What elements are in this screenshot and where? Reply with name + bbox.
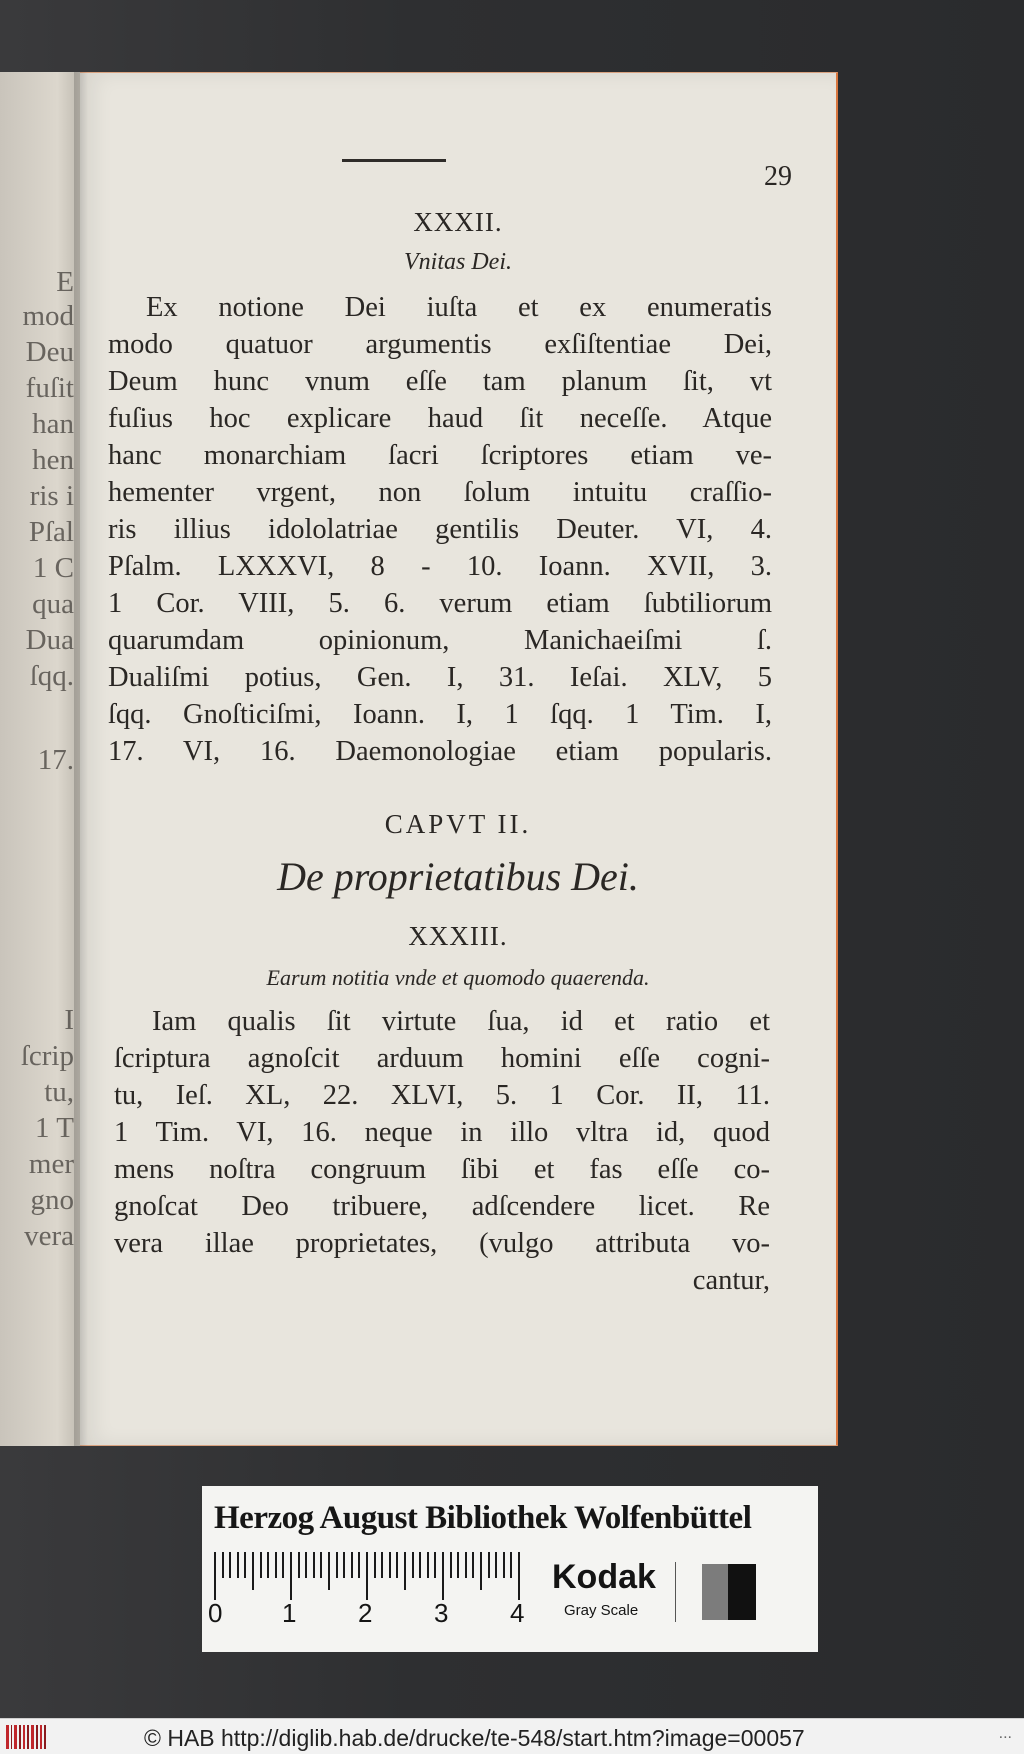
prev-page-fragment: Dua: [25, 624, 74, 656]
text-line: gnoſcat Deo tribuere, adſcendere licet. Re: [114, 1191, 770, 1222]
catchword: cantur,: [692, 1265, 770, 1296]
ruler-tick: [343, 1552, 345, 1578]
target-divider: [675, 1562, 676, 1622]
ruler-tick: [518, 1552, 520, 1600]
section-number: XXXII.: [413, 207, 503, 237]
ruler-tick: [320, 1552, 322, 1578]
text-line: tu, Ieſ. XL, 22. XLVI, 5. 1 Cor. II, 11.: [114, 1080, 770, 1111]
section-body: [114, 1003, 770, 1299]
ruler-tick: [396, 1552, 398, 1578]
ruler-tick: [214, 1552, 216, 1600]
ruler-tick: [495, 1552, 497, 1578]
text-line: 1 Tim. VI, 16. neque in illo vltra id, quod: [114, 1117, 770, 1148]
kodak-logo-text: Kodak: [552, 1558, 656, 1596]
prev-page-fragment: Pſal: [28, 516, 74, 548]
prev-page-fragment: ſcrip: [20, 1040, 74, 1072]
ruler-tick: [229, 1552, 231, 1578]
ruler-tick: [442, 1552, 444, 1600]
text-line: Iam qualis ſit virtute ſua, id et ratio et: [152, 1006, 770, 1037]
ruler-tick: [305, 1552, 307, 1578]
prev-page-fragment: qua: [32, 588, 74, 620]
ruler-tick: [222, 1552, 224, 1578]
ruler-tick: [389, 1552, 391, 1578]
prev-page-fragment: ris i: [29, 480, 74, 512]
section-body: [108, 289, 772, 770]
ruler-tick: [336, 1552, 338, 1578]
prev-page-fragment: 1 T: [35, 1112, 74, 1144]
ruler-tick: [419, 1552, 421, 1578]
prev-page-fragment: vera: [24, 1220, 74, 1252]
ruler-tick: [465, 1552, 467, 1578]
text-line: Pſalm. LXXXVI, 8 - 10. Ioann. XVII, 3.: [108, 551, 772, 582]
text-line: quarumdam opinionum, Manichaeiſmi ſ.: [108, 625, 772, 656]
text-line: Dualiſmi potius, Gen. I, 31. Ieſai. XLV, 5: [108, 662, 772, 693]
chapter-label: CAPVT II.: [384, 809, 532, 839]
ruler-number: 0: [208, 1598, 223, 1628]
ruler-tick: [298, 1552, 300, 1578]
prev-page-fragment: 17.: [37, 744, 74, 776]
prev-page-fragment: hen: [32, 444, 74, 476]
text-line: 1 Cor. VIII, 5. 6. verum etiam ſubtiliorum: [108, 588, 772, 619]
book-page: [80, 72, 838, 1446]
more-options[interactable]: ...: [998, 1725, 1012, 1742]
page-number: 29: [764, 161, 792, 192]
prev-page-fragment: Deu: [25, 336, 74, 368]
ruler-tick: [412, 1552, 414, 1578]
ruler-tick: [275, 1552, 277, 1578]
ruler-tick: [366, 1552, 368, 1600]
section-title: Earum notitia vnde et quomodo quaerenda.: [266, 965, 650, 990]
gutter-shadow: [74, 72, 88, 1446]
text-line: ſcriptura agnoſcit arduum homini eſſe cogni-: [114, 1043, 770, 1074]
copyright-url[interactable]: © HAB http://diglib.hab.de/drucke/te-548/start.htm?image=00057: [144, 1725, 805, 1751]
ruler-tick: [404, 1552, 406, 1590]
ruler-number: 4: [510, 1598, 525, 1628]
section-title: Vnitas Dei.: [404, 249, 512, 275]
text-line: ris illius idololatriae gentilis Deuter. VI, 4.: [108, 514, 772, 545]
text-line: fuſius hoc explicare haud ſit neceſſe. Atque: [108, 403, 772, 434]
ruler-tick: [480, 1552, 482, 1590]
ruler-tick: [434, 1552, 436, 1578]
prev-page-fragment: tu,: [44, 1076, 74, 1108]
ruler-tick: [282, 1552, 284, 1578]
prev-page-fragment: mer: [28, 1148, 74, 1180]
ruler-numbers: [208, 1598, 538, 1630]
prev-page-fragment: gno: [30, 1184, 74, 1216]
ruler-tick: [267, 1552, 269, 1578]
institution-name: Herzog August Bibliothek Wolfenbüttel: [214, 1500, 752, 1536]
ruler-tick: [244, 1552, 246, 1578]
gray-scale-label: Gray Scale: [564, 1602, 639, 1619]
ruler-tick: [427, 1552, 429, 1578]
black-patch: [728, 1564, 756, 1620]
section-number: XXXIII.: [408, 921, 508, 951]
prev-page-fragment: han: [32, 408, 74, 440]
ruler-tick: [290, 1552, 292, 1600]
ruler-tick: [328, 1552, 330, 1590]
prev-page-fragment: I: [64, 1004, 74, 1036]
ruler-tick: [488, 1552, 490, 1578]
prev-page-fragment: fuſit: [25, 372, 74, 404]
ruler-scale: [214, 1552, 524, 1602]
text-line: hementer vrgent, non ſolum intuitu craſſio-: [108, 477, 772, 508]
ruler-tick: [472, 1552, 474, 1578]
ruler-number: 1: [282, 1598, 297, 1628]
prev-page-fragment: mod: [22, 300, 74, 332]
text-line: hanc monarchiam ſacri ſcriptores etiam ve-: [108, 440, 772, 471]
ruler-tick: [358, 1552, 360, 1578]
chapter-title: De proprietatibus Dei.: [277, 854, 639, 899]
ruler-tick: [457, 1552, 459, 1578]
ruler-tick: [237, 1552, 239, 1578]
ruler-tick: [503, 1552, 505, 1578]
text-line: mens noſtra congruum ſibi et fas eſſe co-: [114, 1154, 770, 1185]
text-line: Deum hunc vnum eſſe tam planum ſit, vt: [108, 366, 772, 397]
ruler-tick: [450, 1552, 452, 1578]
ruler-number: 2: [358, 1598, 373, 1628]
ruler-tick: [313, 1552, 315, 1578]
text-line: 17. VI, 16. Daemonologiae etiam popularis.: [108, 736, 772, 767]
previous-page-edge: [0, 72, 82, 1446]
ruler-tick: [510, 1552, 512, 1578]
ruler-tick: [351, 1552, 353, 1578]
color-target-card: [202, 1486, 818, 1652]
ruler-tick: [260, 1552, 262, 1578]
footer-bar: [0, 1718, 1024, 1754]
text-line: modo quatuor argumentis exſiſtentiae Dei,: [108, 329, 772, 360]
prev-page-fragment: 1 C: [32, 552, 74, 584]
text-line: Ex notione Dei iuſta et ex enumeratis: [146, 292, 772, 323]
ruler-tick: [381, 1552, 383, 1578]
prev-page-fragment: E: [56, 266, 74, 298]
prev-page-fragment: ſqq.: [29, 660, 74, 692]
header-rule: [342, 159, 446, 162]
ruler-tick: [374, 1552, 376, 1578]
text-line: ſqq. Gnoſticiſmi, Ioann. I, 1 ſqq. 1 Tim. I,: [108, 699, 772, 730]
gray-patch: [702, 1564, 728, 1620]
hab-logo-icon: [6, 1725, 46, 1749]
text-line: vera illae proprietates, (vulgo attributa vo-: [114, 1228, 770, 1259]
ruler-number: 3: [434, 1598, 449, 1628]
ruler-tick: [252, 1552, 254, 1590]
